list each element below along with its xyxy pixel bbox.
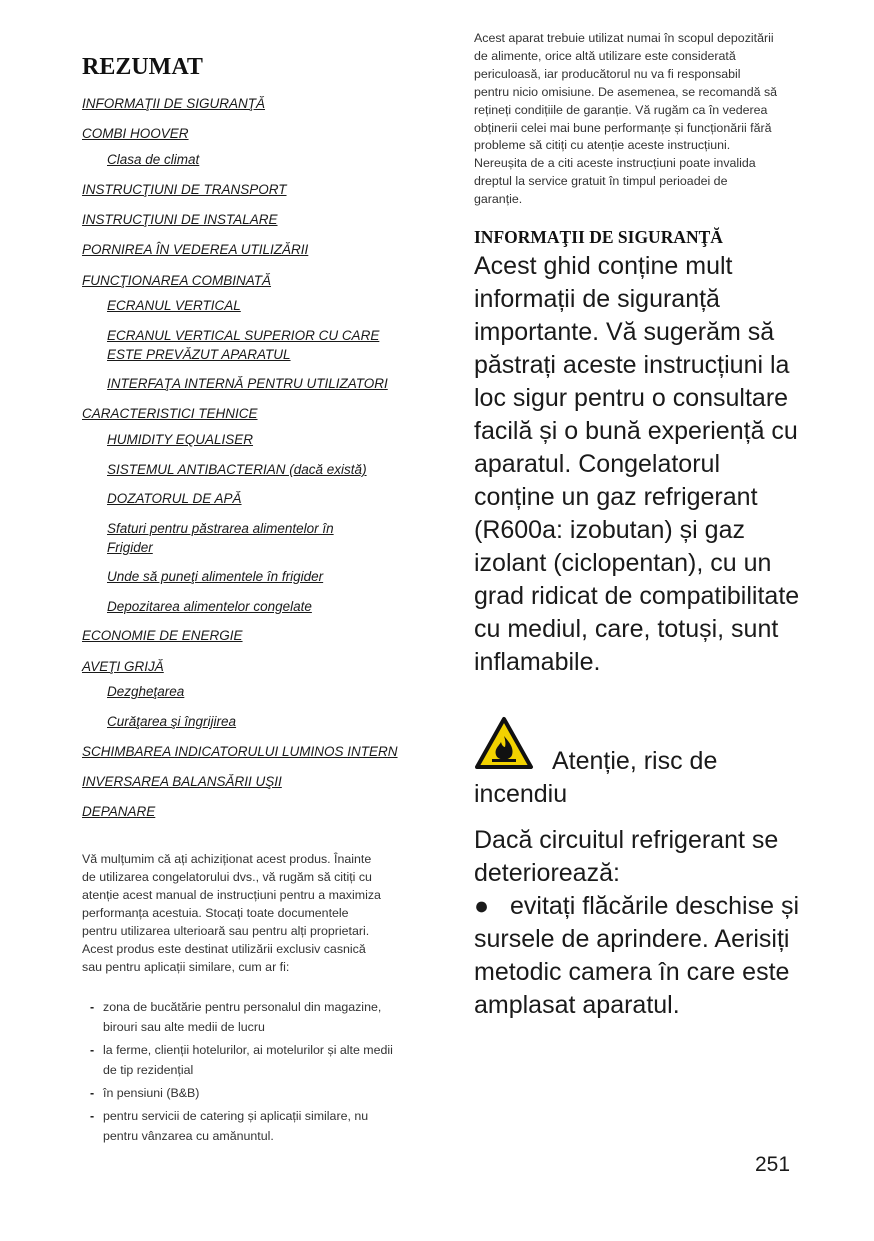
list-item: [90, 1083, 400, 1103]
toc-link[interactable]: ECONOMIE DE ENERGIE: [82, 628, 243, 643]
toc-link[interactable]: INSTRUCŢIUNI DE INSTALARE: [82, 212, 278, 227]
toc-link[interactable]: DEPANARE: [82, 804, 156, 819]
toc-link[interactable]: Clasa de climat: [107, 152, 200, 167]
toc-item-light-replacement[interactable]: [82, 742, 398, 761]
toc-link[interactable]: INFORMAŢII DE SIGURANŢĂ: [82, 96, 266, 111]
toc-link[interactable]: INTERFAŢA INTERNĂ PENTRU UTILIZATORI: [107, 376, 388, 391]
list-item-text: pentru servicii de catering și aplicații similare, nu pentru vânzarea cu amănuntul.: [103, 1109, 369, 1143]
circuit-damage-section: [474, 824, 804, 1022]
dash-bullet: -: [90, 1000, 95, 1014]
toc-link[interactable]: Dezgheţarea: [107, 684, 185, 699]
dash-bullet: -: [90, 1086, 95, 1100]
toc-item-humidity-equaliser[interactable]: [107, 430, 253, 449]
toc-item-storage-tips[interactable]: [107, 519, 377, 557]
toc-item-troubleshooting[interactable]: [82, 802, 155, 821]
toc-item-frozen-food-storage[interactable]: [107, 597, 312, 616]
toc-link[interactable]: INSTRUCŢIUNI DE TRANSPORT: [82, 182, 287, 197]
toc-title: REZUMAT: [82, 54, 203, 80]
toc-link[interactable]: Unde să puneţi alimentele în frigider: [107, 569, 324, 584]
usage-disclaimer: Acest aparat trebuie utilizat numai în scopul depozitării de alimente, orice altă utilizare este considerată periculoasă, iar producătorul nu va fi responsabil pentru nicio omisiune. De asemenea, se recomandă să rețineți condițiile de garanție. Vă rugăm ca în vederea obținerii celei mai bune performanțe și funcționării fără probleme să citiți cu atenție aceste instrucțiuni. Nereușita de a citi aceste instrucțiuni poate invalida dreptul la service gratuit în timpul perioadei de garanție.: [474, 31, 778, 207]
dash-bullet: -: [90, 1043, 95, 1057]
page-number: 251: [755, 1153, 791, 1176]
toc-item-technical-features[interactable]: [82, 404, 258, 423]
circuit-damage-item-text: evitați flăcările deschise și sursele de aprindere. Aerisiți metodic camera în care este amplasat aparatul.: [474, 892, 800, 1019]
toc-link[interactable]: COMBI HOOVER: [82, 126, 189, 141]
toc-item-defrosting[interactable]: [107, 682, 184, 701]
toc-item-energy-saving[interactable]: [82, 626, 243, 645]
toc-link[interactable]: Sfaturi pentru păstrarea alimentelor în Frigider: [107, 521, 334, 555]
toc-link[interactable]: DOZATORUL DE APĂ: [107, 491, 242, 506]
toc-item-upper-vertical-display[interactable]: [107, 326, 402, 364]
intro-paragraph: Vă mulțumim că ați achiziționat acest produs. Înainte de utilizarea congelatorului dvs., vă rugăm să citiți cu atenție acest manual de instrucțiuni pentru a maximiza performanța acestuia. Stocați toate documentele pentru utilizarea ulterioară sau pentru alți proprietari. Acest produs este destinat utilizării exclusiv casnică sau pentru aplicații similare, cum ar fi:: [82, 852, 381, 974]
fire-risk-warning-text: Atenție, risc de incendiu: [474, 747, 718, 808]
toc-link[interactable]: SISTEMUL ANTIBACTERIAN (dacă există): [107, 462, 367, 477]
fire-risk-warning: [474, 745, 794, 811]
toc-link[interactable]: FUNCŢIONAREA COMBINATĂ: [82, 273, 272, 288]
list-item: [90, 1106, 400, 1146]
toc-item-cleaning[interactable]: [107, 712, 236, 731]
toc-item-climate-class[interactable]: [107, 150, 199, 169]
list-item: [90, 1040, 400, 1080]
toc-link[interactable]: HUMIDITY EQUALISER: [107, 432, 254, 447]
circuit-damage-item: [474, 890, 804, 1022]
toc-item-combi-hoover[interactable]: [82, 124, 189, 143]
toc-item-safety-info[interactable]: [82, 94, 265, 113]
toc-item-take-care[interactable]: [82, 657, 164, 676]
toc-item-antibacterial[interactable]: [107, 460, 367, 479]
toc-link[interactable]: ECRANUL VERTICAL SUPERIOR CU CARE ESTE PREVĂZUT APARATUL: [107, 328, 380, 362]
toc-item-combined-operation[interactable]: [82, 271, 271, 290]
toc-item-where-to-place-food[interactable]: [107, 567, 323, 586]
toc-link[interactable]: Curăţarea şi îngrijirea: [107, 714, 237, 729]
toc-link[interactable]: PORNIREA ÎN VEDEREA UTILIZĂRII: [82, 242, 309, 257]
toc-item-transport[interactable]: [82, 180, 287, 199]
toc-item-door-reversal[interactable]: [82, 772, 282, 791]
toc-link[interactable]: AVEŢI GRIJĂ: [82, 659, 164, 674]
safety-section-title: INFORMAŢII DE SIGURANŢĂ: [474, 227, 723, 247]
toc-item-user-interface[interactable]: [107, 374, 388, 393]
safety-body-text: Acest ghid conține mult informații de siguranță importante. Vă sugerăm să păstrați aceste instrucțiuni la loc sigur pentru o consultare facilă și o bună experiență cu aparatul. Congelatorul conține un gaz refrigerant (R600a: izobutan) și gaz izolant (ciclopentan), cu un grad ridicat de compatibilitate cu mediul, care, totuși, sunt inflamabile.: [474, 252, 800, 676]
list-item-text: la ferme, clienții hotelurilor, ai motelurilor și alte medii de tip rezidențial: [103, 1043, 393, 1077]
intended-uses-list: [90, 997, 400, 1149]
list-item-text: zona de bucătărie pentru personalul din magazine, birouri sau alte medii de lucru: [103, 1000, 382, 1034]
toc-link[interactable]: ECRANUL VERTICAL: [107, 298, 241, 313]
list-item: [90, 997, 400, 1037]
dash-bullet: -: [90, 1109, 95, 1123]
list-item-text: în pensiuni (B&B): [103, 1086, 200, 1100]
toc-item-startup[interactable]: [82, 240, 308, 259]
toc-link[interactable]: CARACTERISTICI TEHNICE: [82, 406, 258, 421]
toc-link[interactable]: INVERSAREA BALANSĂRII UŞII: [82, 774, 282, 789]
toc-item-vertical-display[interactable]: [107, 296, 241, 315]
toc-item-installation[interactable]: [82, 210, 278, 229]
toc-link[interactable]: Depozitarea alimentelor congelate: [107, 599, 312, 614]
toc-item-water-dispenser[interactable]: [107, 489, 242, 508]
circuit-damage-intro: Dacă circuitul refrigerant se deteriorează:: [474, 826, 779, 887]
toc-link[interactable]: SCHIMBAREA INDICATORULUI LUMINOS INTERN: [82, 744, 398, 759]
round-bullet-icon: ●: [474, 892, 490, 920]
